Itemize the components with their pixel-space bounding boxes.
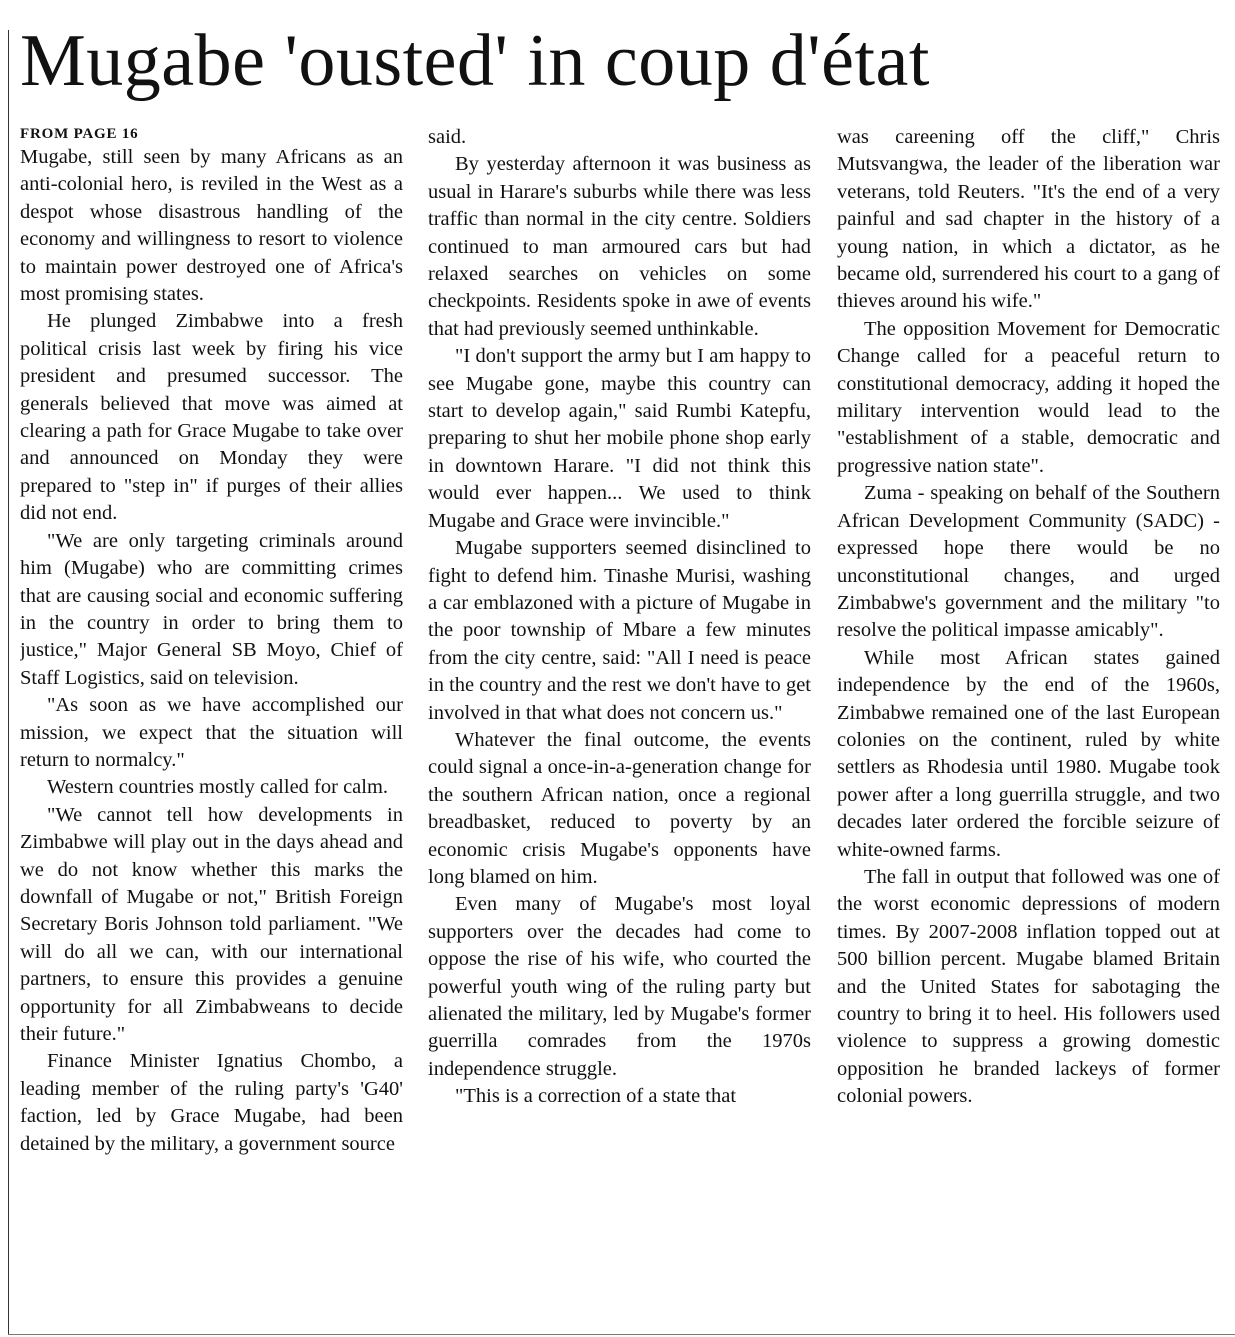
paragraph: Western countries mostly called for calm. (47, 776, 389, 799)
paragraph: By yesterday afternoon it was business as usual in Harare's suburbs while there was less traffic than normal in the city centre. Soldiers continued to man armoured cars but had relaxed searches on vehicles on some checkpoints. Residents spoke in awe of events that had previously seemed unthinkable. (428, 153, 811, 340)
left-column-rule (8, 30, 9, 1335)
headline: Mugabe 'ousted' in coup d'état (20, 20, 930, 102)
paragraph: "We cannot tell how developments in Zimbabwe will play out in the days ahead and we do not know whether this marks the downfall of Mugabe or not," British Foreign Secretary Boris Johnson told parliament. "We will do all we can, with our international partners, to ensure this provides a genuine opportunity for all Zimbabweans to decide their future." (20, 803, 403, 1045)
paragraph: "As soon as we have accomplished our mission, we expect that the situation will return to normalcy." (20, 694, 403, 771)
paragraph: "We are only targeting criminals around him (Mugabe) who are committing crimes that are causing social and economic suffering in the country in order to bring them to justice," Major General SB Moyo, Chief of Staff Logistics, said on television. (20, 529, 403, 689)
paragraph: said. (428, 126, 467, 148)
paragraph: The fall in output that followed was one of the worst economic depressions of modern times. By 2007-2008 inflation topped out at 500 billion percent. Mugabe blamed Britain and the United States for sabotaging the country to bring it to heel. His followers used violence to suppress a growing domestic opposition he branded lackeys of former colonial powers. (837, 865, 1220, 1108)
paragraph: Mugabe supporters seemed disinclined to fight to defend him. Tinashe Murisi, washing a car emblazoned with a picture of Mugabe in the poor township of Mbare a few minutes from the city centre, said: "All I need is peace in the country and the rest we don't have to get involved in that what does not concern us." (428, 537, 811, 724)
article-column-1 (20, 124, 403, 1324)
bottom-rule (8, 1334, 1235, 1335)
paragraph: He plunged Zimbabwe into a fresh political crisis last week by firing his vice president and presumed successor. The generals believed that move was aimed at clearing a path for Grace Mugabe to take over and announced on Monday they were prepared to "step in" if purges of their allies did not end. (20, 310, 403, 525)
paragraph: Whatever the final outcome, the events could signal a once-in-a-generation change for the southern African nation, once a regional breadbasket, reduced to poverty by an economic crisis Mugabe's opponents have long blamed on him. (428, 728, 811, 888)
paragraph: was careening off the cliff," Chris Mutsvangwa, the leader of the liberation war veterans, told Reuters. "It's the end of a very painful and sad chapter in the history of a young nation, in which a dictator, as he became old, surrendered his court to a gang of thieves around his wife." (837, 126, 1220, 313)
paragraph: "I don't support the army but I am happy to see Mugabe gone, maybe this country can start to develop again," said Rumbi Katepfu, preparing to shut her mobile phone shop early in downtown Harare. "I did not think this would ever happen... We used to think Mugabe and Grace were invincible." (428, 345, 811, 532)
paragraph: Mugabe, still seen by many Africans as an anti-colonial hero, is reviled in the West as a despot whose disastrous handling of the economy and willingness to resort to violence to maintain power destroyed one of Africa's most promising states. (20, 146, 403, 306)
article-column-3 (837, 124, 1220, 1324)
paragraph: Finance Minister Ignatius Chombo, a leading member of the ruling party's 'G40' faction, led by Grace Mugabe, had been detained by the military, a government source (20, 1050, 403, 1155)
paragraph: The opposition Movement for Democratic Change called for a peaceful return to constitutional democracy, adding it hoped the military intervention would lead to the "establishment of a stable, democratic and progressive nation state". (837, 317, 1220, 477)
paragraph: Even many of Mugabe's most loyal supporters over the decades had come to oppose the rise of his wife, who courted the powerful youth wing of the ruling party but alienated the military, led by Mugabe's former guerrilla comrades from the 1970s independence struggle. (428, 893, 811, 1080)
paragraph: "This is a correction of a state that (455, 1085, 737, 1108)
article-column-2 (428, 124, 811, 1324)
paragraph: Zuma - speaking on behalf of the Southern African Development Community (SADC) - expressed hope there would be no unconstitutional changes, and urged Zimbabwe's government and the military "to resolve the political impasse amicably". (837, 482, 1220, 642)
paragraph: While most African states gained independence by the end of the 1960s, Zimbabwe remained one of the last European colonies on the continent, ruled by white settlers as Rhodesia until 1980. Mugabe took power after a long guerrilla struggle, and two decades later ordered the forcible seizure of white-owned farms. (837, 646, 1220, 861)
continuation-kicker: FROM PAGE 16 (20, 126, 139, 142)
